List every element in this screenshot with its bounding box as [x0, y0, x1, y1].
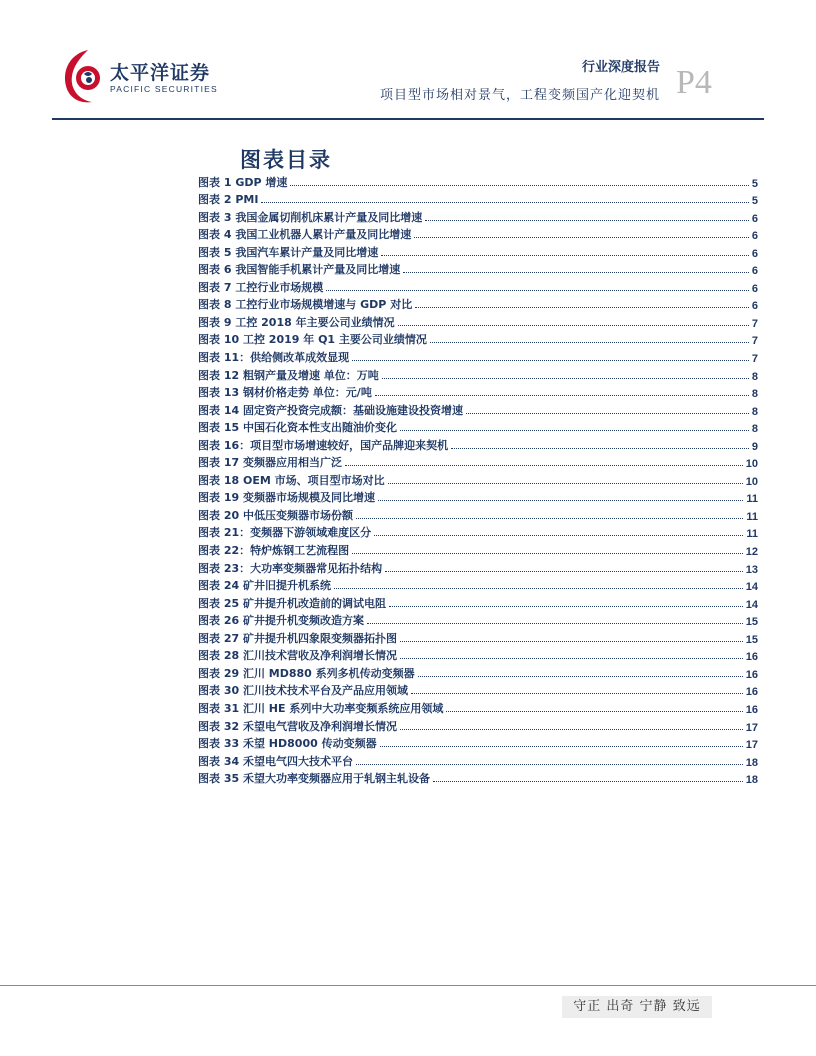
- toc-leader-dots: [446, 711, 742, 712]
- toc-entry[interactable]: [198, 646, 758, 664]
- toc-entry-page: 11: [746, 528, 758, 541]
- toc-entry[interactable]: [198, 435, 758, 453]
- toc-entry-label: 图表 2 PMI: [198, 193, 259, 207]
- toc-entry-page: 7: [751, 335, 758, 348]
- toc-entry[interactable]: [198, 470, 758, 488]
- toc-entry-page: 8: [751, 388, 758, 401]
- toc-entry[interactable]: [198, 260, 758, 278]
- toc-leader-dots: [367, 623, 743, 624]
- toc-entry-page: 8: [751, 405, 758, 418]
- toc-leader-dots: [415, 307, 749, 308]
- toc-entry-page: 6: [751, 230, 758, 243]
- toc-entry[interactable]: [198, 365, 758, 383]
- toc-entry-page: 14: [745, 598, 758, 611]
- toc-entry-label: 图表 13 钢材价格走势 单位：元/吨: [198, 386, 372, 400]
- toc-entry[interactable]: [198, 225, 758, 243]
- toc-leader-dots: [380, 746, 743, 747]
- toc-leader-dots: [374, 535, 743, 536]
- toc-entry-label: 图表 10 工控 2019 年 Q1 主要公司业绩情况: [198, 333, 427, 347]
- toc-entry-page: 17: [745, 739, 758, 752]
- toc-entry-label: 图表 8 工控行业市场规模增速与 GDP 对比: [198, 298, 413, 312]
- toc-entry-page: 6: [751, 282, 758, 295]
- header-divider: [52, 118, 764, 120]
- toc-entry-page: 8: [751, 423, 758, 436]
- toc-entry-page: 15: [745, 616, 758, 629]
- toc-leader-dots: [403, 272, 749, 273]
- toc-list: [198, 172, 758, 786]
- toc-entry-label: 图表 25 矿井提升机改造前的调试电阻: [198, 596, 386, 610]
- toc-leader-dots: [400, 430, 749, 431]
- toc-leader-dots: [381, 255, 749, 256]
- toc-leader-dots: [290, 185, 749, 186]
- toc-entry-label: 图表 29 汇川 MD880 系列多机传动变频器: [198, 666, 415, 680]
- toc-entry[interactable]: [198, 295, 758, 313]
- toc-leader-dots: [451, 448, 749, 449]
- toc-entry-label: 图表 35 禾望大功率变频器应用于轧钢主轧设备: [198, 772, 430, 786]
- toc-title: 图表目录: [240, 148, 332, 172]
- toc-entry[interactable]: [198, 488, 758, 506]
- toc-entry[interactable]: [198, 453, 758, 471]
- toc-leader-dots: [418, 676, 743, 677]
- toc-entry-label: 图表 9 工控 2018 年主要公司业绩情况: [198, 315, 395, 329]
- toc-entry-page: 16: [745, 703, 758, 716]
- toc-entry-page: 16: [745, 686, 758, 699]
- toc-entry-page: 6: [751, 247, 758, 260]
- toc-entry-page: 5: [751, 177, 758, 190]
- toc-entry[interactable]: [198, 769, 758, 787]
- toc-leader-dots: [466, 413, 749, 414]
- toc-entry-page: 14: [745, 581, 758, 594]
- toc-entry-label: 图表 32 禾望电气营收及净利润增长情况: [198, 719, 397, 733]
- toc-leader-dots: [334, 588, 743, 589]
- toc-entry[interactable]: [198, 698, 758, 716]
- toc-entry-label: 图表 3 我国金属切削机床累计产量及同比增速: [198, 210, 423, 224]
- toc-entry[interactable]: [198, 558, 758, 576]
- toc-entry[interactable]: [198, 523, 758, 541]
- toc-entry-label: 图表 5 我国汽车累计产量及同比增速: [198, 245, 379, 259]
- brand-name-cn: 太平洋证券: [110, 62, 211, 84]
- toc-entry[interactable]: [198, 734, 758, 752]
- toc-entry-label: 图表 15 中国石化资本性支出随油价变化: [198, 421, 397, 435]
- toc-leader-dots: [382, 378, 749, 379]
- toc-leader-dots: [398, 325, 749, 326]
- toc-entry-page: 10: [745, 458, 758, 471]
- toc-entry-label: 图表 22：特炉炼钢工艺流程图: [198, 544, 350, 558]
- toc-leader-dots: [356, 764, 743, 765]
- toc-entry-label: 图表 28 汇川技术营收及净利润增长情况: [198, 649, 397, 663]
- brand-name-en: PACIFIC SECURITIES: [110, 84, 218, 94]
- page-number: P4: [676, 64, 712, 101]
- toc-entry-label: 图表 23：大功率变频器常见拓扑结构: [198, 561, 383, 575]
- toc-entry-label: 图表 20 中低压变频器市场份额: [198, 508, 353, 522]
- toc-leader-dots: [388, 483, 743, 484]
- toc-entry-page: 18: [745, 756, 758, 769]
- footer-motto: 守正 出奇 宁静 致远: [562, 996, 712, 1018]
- toc-leader-dots: [352, 360, 749, 361]
- toc-entry-page: 16: [745, 651, 758, 664]
- toc-entry-label: 图表 31 汇川 HE 系列中大功率变频系统应用领域: [198, 701, 444, 715]
- toc-leader-dots: [400, 641, 743, 642]
- toc-entry[interactable]: [198, 505, 758, 523]
- toc-entry-label: 图表 6 我国智能手机累计产量及同比增速: [198, 263, 401, 277]
- toc-entry-label: 图表 30 汇川技术技术平台及产品应用领域: [198, 684, 408, 698]
- toc-entry-label: 图表 16：项目型市场增速较好，国产品牌迎来契机: [198, 438, 449, 452]
- company-logo: [58, 44, 218, 108]
- toc-entry[interactable]: [198, 681, 758, 699]
- toc-leader-dots: [326, 290, 749, 291]
- toc-entry-label: 图表 27 矿井提升机四象限变频器拓扑图: [198, 631, 397, 645]
- toc-entry-page: 5: [751, 195, 758, 208]
- toc-entry-page: 11: [746, 510, 758, 523]
- toc-entry[interactable]: [198, 330, 758, 348]
- toc-leader-dots: [433, 781, 743, 782]
- toc-entry[interactable]: [198, 207, 758, 225]
- toc-entry[interactable]: [198, 576, 758, 594]
- toc-entry-label: 图表 18 OEM 市场、项目型市场对比: [198, 473, 385, 487]
- toc-entry[interactable]: [198, 716, 758, 734]
- toc-entry[interactable]: [198, 190, 758, 208]
- toc-entry-page: 16: [745, 668, 758, 681]
- toc-entry[interactable]: [198, 242, 758, 260]
- toc-entry-page: 7: [751, 317, 758, 330]
- toc-entry-page: 9: [751, 440, 758, 453]
- toc-leader-dots: [385, 571, 743, 572]
- toc-entry-label: 图表 14 固定资产投资完成额：基础设施建设投资增速: [198, 403, 463, 417]
- toc-entry[interactable]: [198, 418, 758, 436]
- toc-entry[interactable]: [198, 611, 758, 629]
- toc-leader-dots: [356, 518, 743, 519]
- toc-entry-label: 图表 21：变频器下游领域难度区分: [198, 526, 372, 540]
- toc-entry[interactable]: [198, 312, 758, 330]
- footer-divider: [0, 985, 816, 986]
- toc-entry-label: 图表 17 变频器应用相当广泛: [198, 456, 342, 470]
- toc-entry-page: 6: [751, 265, 758, 278]
- toc-entry[interactable]: [198, 277, 758, 295]
- toc-entry[interactable]: [198, 663, 758, 681]
- toc-leader-dots: [400, 729, 743, 730]
- toc-entry-label: 图表 11：供给侧改革成效显现: [198, 351, 350, 365]
- toc-entry[interactable]: [198, 540, 758, 558]
- toc-entry-page: 15: [745, 633, 758, 646]
- pacific-logo-icon: [58, 44, 106, 108]
- report-type: 行业深度报告: [581, 60, 660, 75]
- toc-leader-dots: [352, 553, 743, 554]
- toc-entry-label: 图表 4 我国工业机器人累计产量及同比增速: [198, 228, 412, 242]
- report-title: 项目型市场相对景气，工程变频国产化迎契机: [379, 88, 660, 103]
- toc-entry-page: 12: [745, 546, 758, 559]
- toc-entry-label: 图表 24 矿井旧提升机系统: [198, 579, 331, 593]
- toc-leader-dots: [425, 220, 749, 221]
- toc-leader-dots: [400, 658, 743, 659]
- toc-entry-page: 7: [751, 353, 758, 366]
- toc-entry[interactable]: [198, 172, 758, 190]
- toc-entry-page: 6: [751, 212, 758, 225]
- toc-leader-dots: [375, 395, 749, 396]
- toc-entry-page: 13: [745, 563, 758, 576]
- toc-entry[interactable]: [198, 593, 758, 611]
- toc-entry[interactable]: [198, 751, 758, 769]
- toc-entry-page: 6: [751, 300, 758, 313]
- toc-entry[interactable]: [198, 400, 758, 418]
- toc-entry[interactable]: [198, 383, 758, 401]
- toc-entry-label: 图表 7 工控行业市场规模: [198, 280, 324, 294]
- toc-leader-dots: [378, 500, 743, 501]
- toc-leader-dots: [414, 237, 749, 238]
- toc-entry-page: 11: [746, 493, 758, 506]
- toc-leader-dots: [345, 465, 743, 466]
- toc-entry-label: 图表 33 禾望 HD8000 传动变频器: [198, 737, 377, 751]
- toc-entry[interactable]: [198, 347, 758, 365]
- toc-entry-page: 10: [745, 475, 758, 488]
- toc-leader-dots: [261, 202, 748, 203]
- toc-entry-label: 图表 34 禾望电气四大技术平台: [198, 754, 353, 768]
- toc-entry-label: 图表 26 矿井提升机变频改造方案: [198, 614, 364, 628]
- toc-leader-dots: [430, 342, 749, 343]
- toc-leader-dots: [389, 606, 743, 607]
- toc-entry-label: 图表 12 粗钢产量及增速 单位：万吨: [198, 368, 379, 382]
- toc-entry-label: 图表 19 变频器市场规模及同比增速: [198, 491, 375, 505]
- toc-entry-label: 图表 1 GDP 增速: [198, 175, 288, 189]
- toc-leader-dots: [411, 693, 743, 694]
- toc-entry-page: 8: [751, 370, 758, 383]
- toc-entry[interactable]: [198, 628, 758, 646]
- toc-entry-page: 17: [745, 721, 758, 734]
- toc-entry-page: 18: [745, 774, 758, 787]
